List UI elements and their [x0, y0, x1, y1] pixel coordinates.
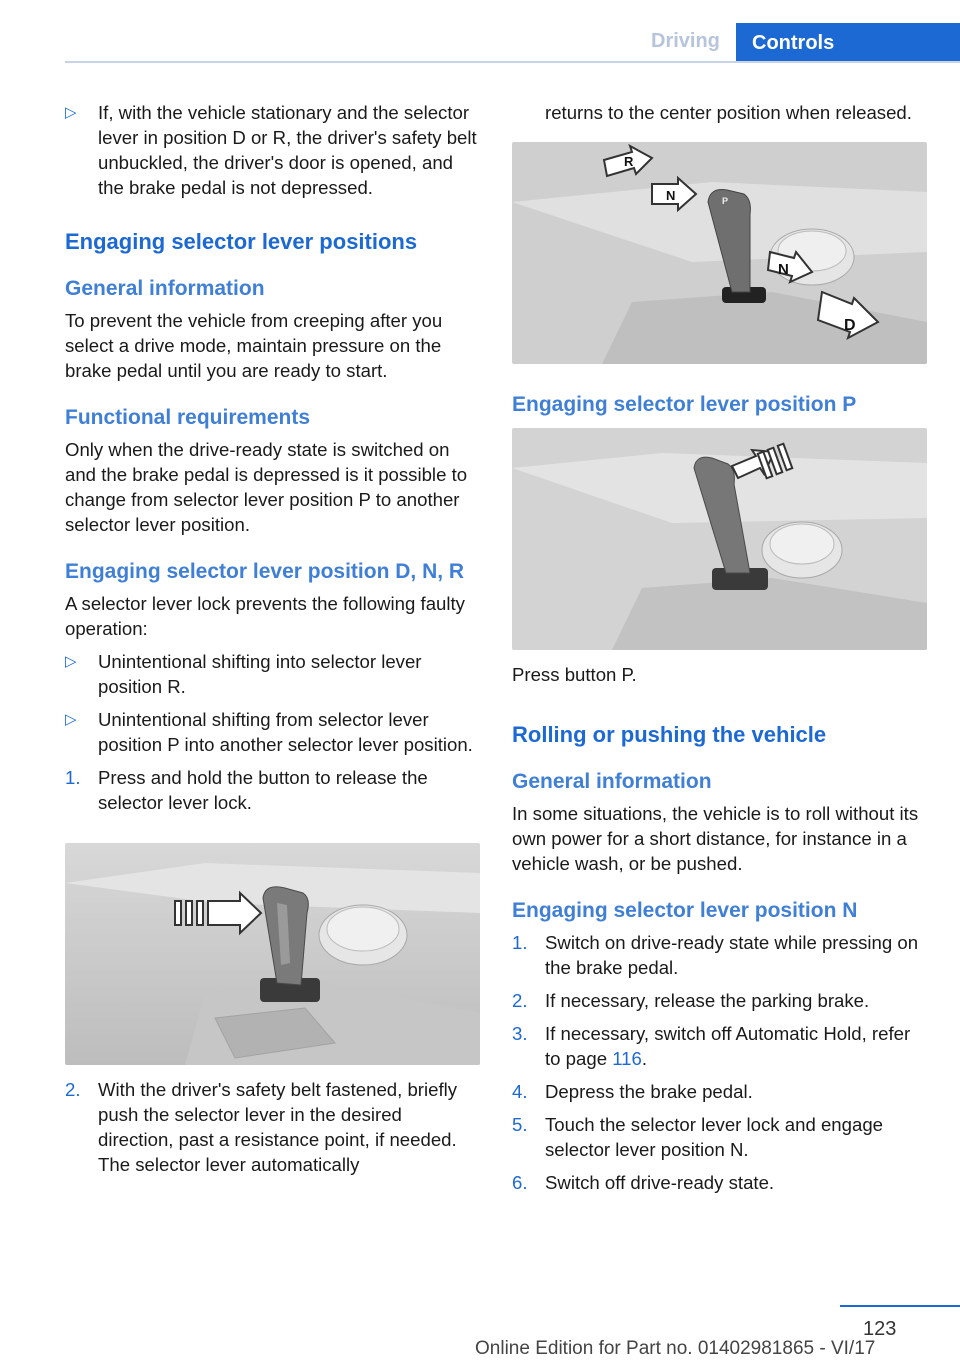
list-item [512, 1021, 927, 1071]
footer-rule [840, 1305, 960, 1307]
subsection-heading: General information [512, 770, 712, 793]
triangle-bullet-icon: ▷ [65, 653, 77, 670]
section-heading: Engaging selector lever positions [65, 229, 418, 254]
label-n-bottom: N [778, 261, 789, 278]
section-heading: Rolling or pushing the vehicle [512, 722, 827, 747]
lever-label-p: P [722, 196, 729, 206]
list-item-text: Touch the selector lever lock and engage selector lever position N. [545, 1114, 884, 1160]
selector-lever-p-image [512, 428, 927, 650]
step-number: 3. [512, 1023, 528, 1044]
triangle-bullet-icon: ▷ [65, 104, 77, 121]
step-number: 1. [65, 767, 81, 788]
paragraph-continued: returns to the center position when released. [545, 102, 912, 123]
list-item [512, 930, 927, 980]
selector-lever-directions-image [512, 142, 927, 364]
paragraph: Only when the drive-ready state is switched on and the brake pedal is depressed is it possible to change from selector lever position P to another selector lever position. [65, 439, 468, 535]
list-item-text: Switch on drive-ready state while pressing on the brake pedal. [545, 932, 919, 978]
list-item [65, 765, 480, 815]
list-item-text [545, 1023, 910, 1069]
subsection-heading: Functional requirements [65, 406, 311, 429]
label-d: D [844, 317, 856, 334]
paragraph: Press button P. [512, 664, 637, 685]
list-item-text: Press and hold the button to release the selector lever lock. [98, 767, 428, 813]
header-chapter-tab [736, 23, 960, 63]
step-text: If necessary, switch off Automatic Hold, refer to page [545, 1023, 911, 1069]
subsection-heading: Engaging selector lever position P [512, 393, 857, 416]
left-column [65, 100, 480, 1177]
list-item-text: With the driver's safety belt fastened, briefly push the selector lever in the desired direction, past a resistance point, if needed. The selector lever automatically [98, 1079, 458, 1175]
list-item-text: If necessary, release the parking brake. [545, 990, 870, 1011]
list-item [65, 1077, 480, 1177]
paragraph: In some situations, the vehicle is to roll without its own power for a short distance, for instance in a vehicle wash, or be pushed. [512, 803, 919, 874]
paragraph: A selector lever lock prevents the following faulty operation: [65, 593, 465, 639]
list-item [512, 1112, 927, 1162]
header-chapter-label: Controls [752, 32, 835, 54]
list-item-text: If, with the vehicle stationary and the selector lever in position D or R, the driver's safety belt unbuckled, the driver's door is opened, and the brake pedal is not depressed. [98, 102, 477, 198]
page-link[interactable]: 116 [612, 1048, 642, 1069]
header-section: Driving [651, 30, 720, 52]
label-r: R [624, 154, 634, 169]
step-number: 4. [512, 1081, 528, 1102]
selector-lever-release-image [65, 843, 480, 1065]
footer-edition: Online Edition for Part no. 01402981865 - VI/17 [475, 1338, 876, 1359]
step-number: 2. [65, 1079, 81, 1100]
list-item [512, 1079, 927, 1104]
list-item [512, 988, 927, 1013]
header-rule [65, 61, 960, 63]
step-text-end: . [641, 1048, 648, 1069]
step-number: 5. [512, 1114, 528, 1135]
step-number: 1. [512, 932, 528, 953]
step-number: 2. [512, 990, 528, 1011]
paragraph: To prevent the vehicle from creeping after you select a drive mode, maintain pressure on the brake pedal until you are ready to start. [65, 310, 443, 381]
list-item [65, 100, 480, 200]
list-item-text: Unintentional shifting from selector lever position P into another selector lever position. [98, 709, 473, 755]
subsection-heading: General information [65, 277, 265, 300]
step-number: 6. [512, 1172, 528, 1193]
list-item [512, 1170, 927, 1195]
list-item [65, 707, 480, 757]
subsection-heading: Engaging selector lever position D, N, R [65, 560, 465, 583]
triangle-bullet-icon: ▷ [65, 711, 77, 728]
right-column [512, 100, 927, 1195]
list-item-text: Switch off drive-ready state. [545, 1172, 775, 1193]
label-n-top: N [666, 188, 676, 203]
subsection-heading: Engaging selector lever position N [512, 899, 858, 922]
page-number: 123 [863, 1318, 897, 1340]
list-item-text: Unintentional shifting into selector lever position R. [98, 651, 422, 697]
list-item-text: Depress the brake pedal. [545, 1081, 753, 1102]
list-item [65, 649, 480, 699]
